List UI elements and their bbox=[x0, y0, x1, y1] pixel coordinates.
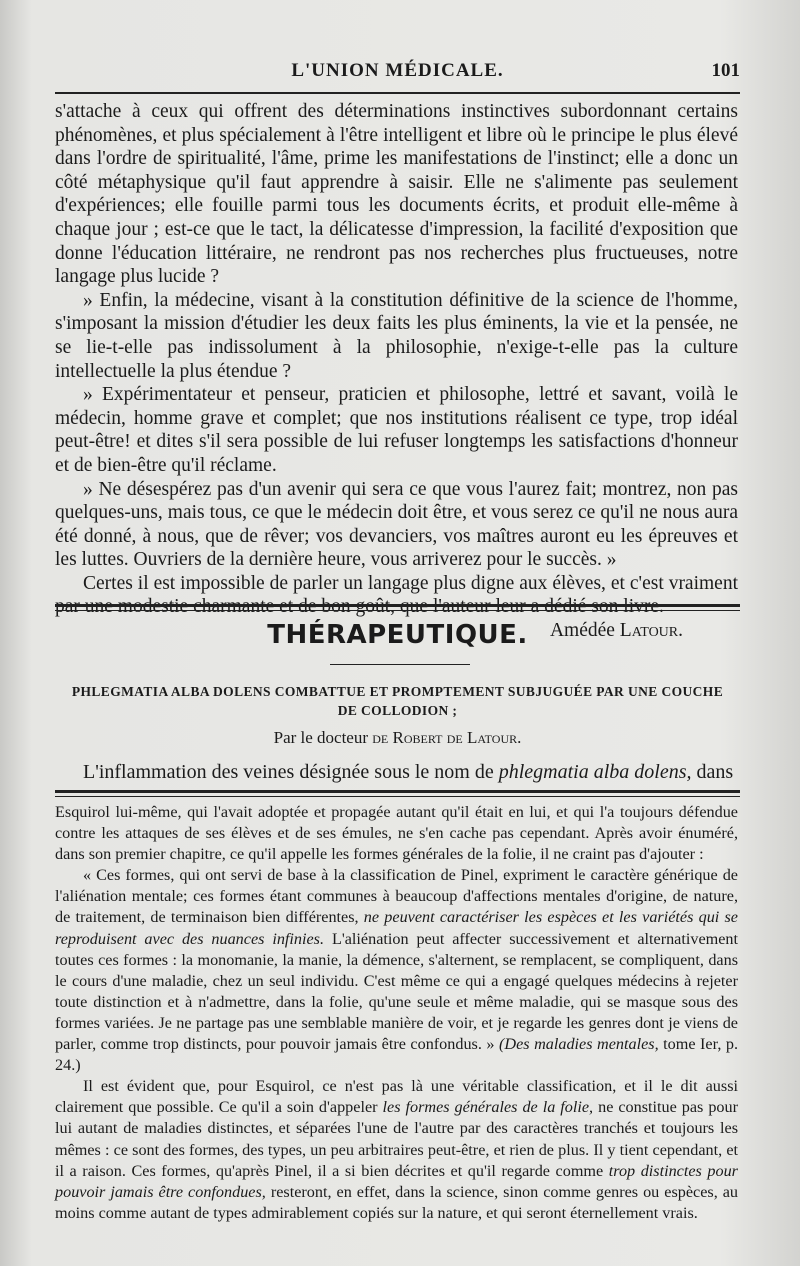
byline-author: de Robert de Latour. bbox=[372, 728, 522, 747]
lead-italic: phlegmatia alba dolens, bbox=[498, 761, 692, 783]
paragraph: Il est évident que, pour Esquirol, ce n'est pas là une véritable classification, et il le dit aussi clairement que possible. Ce qu'il a soin d'appeler les formes générales de la folie, ne constitue pas pour lui autant de maladies distinctes, et séparées l'une de l'autre par des caractères tranchés et toujours les mêmes : ce sont des formes, des types, un peu arbitraires peut-être, et rien de plus. Il y tient cependant, et il a raison. Ces formes, qu'après Pinel, il a si bien décrites et qu'il regarde comme trop distinctes pour pouvoir jamais être confondues, resteront, en effet, dans la science, sinon comme genres ou espèces, au moins comme autant de types admirablement copiés sur la nature, et qui seront éternellement vrais. bbox=[55, 1077, 739, 1222]
byline-prefix: Par le docteur bbox=[273, 728, 369, 747]
paragraph: Certes il est impossible de parler un langage plus digne aux élèves, et c'est vraiment par une modestie charmante et de bon goût, que l'auteur leur a dédié son livre. bbox=[55, 572, 738, 618]
article-title bbox=[55, 682, 740, 720]
header-rule bbox=[55, 92, 740, 94]
heading-underline bbox=[330, 664, 470, 665]
feuilleton-text bbox=[55, 802, 738, 1224]
paragraph: » Expérimentateur et penseur, praticien et philosophe, lettré et savant, voilà le médecin, homme grave et complet; que nos institutions réalisent ce type, trop idéal peut-être! et dites s'il sera possible de lui refuser longtemps les satisfactions d'honneur et de bien-être qu'il réclame. bbox=[55, 384, 738, 476]
review-article-continuation bbox=[55, 100, 738, 643]
paragraph: » Ne désespérez pas d'un avenir qui sera ce que vous l'aurez fait; montrez, non pas quelques-uns, mais tous, ce que le médecin doit être, et vous serez ce qu'il ne nous aura été donné, à nous, que de rêver; vos devanciers, vos maîtres auront eu les épreuves et les luttes. Ouvriers de la dernière heure, vous arriverez pour le succès. » bbox=[55, 478, 738, 571]
signature-first-name: Amédée bbox=[549, 620, 615, 642]
feuilleton-rule-thin bbox=[55, 796, 740, 797]
page-number: 101 bbox=[711, 60, 740, 81]
article-title-line2: DE COLLODION ; bbox=[337, 703, 458, 718]
signature-last-name: Latour. bbox=[619, 620, 683, 642]
paragraph: » Enfin, la médecine, visant à la constitution définitive de la science de l'homme, s'imposant la mission d'étudier les deux faits les plus éminents, la vie et la pensée, ne se lie-t-elle pas indissolument à la philosophie, n'exige-t-elle pas la culture intellectuelle la plus étendue ? bbox=[55, 289, 738, 382]
paragraph: Esquirol lui-même, qui l'avait adoptée et propagée autant qu'il était en lui, et qui l'a toujours défendue contre les attaques de ses élèves et de ses émules, ne s'en cache pas cependant. Après avoir énuméré, dans son premier chapitre, ce qu'il appelle les formes générales de la folie, il ne craint pas d'ajouter : bbox=[55, 803, 738, 864]
byline bbox=[55, 728, 740, 748]
quotation-paragraph: « Ces formes, qui ont servi de base à la classification de Pinel, expriment le caractère générique de l'aliénation mentale; ces formes étant communes à beaucoup d'affections mentales d'origine, de nature, de traitement, de terminaison bien différentes, ne peuvent caractériser les espèces et les variétés qui se reproduisent avec des nuances infinies. L'aliénation peut affecter successivement et alternativement toutes ces formes : la monomanie, la manie, la démence, s'alternent, se remplacent, se compliquent, dans le cours d'une maladie, chez un seul individu. C'est même ce qui a engagé quelques médecins à rejeter toute distinction et à n'admettre, dans la folie, qu'une seule et même maladie, qui se masque sous des formes variées. Je ne partage pas une semblable manière de voir, et je regarde les genres dont je viens de parler, comme trop distincts, pour pouvoir jamais être confondus. » (Des maladies mentales, tome Ier, p. 24.) bbox=[55, 866, 739, 1075]
article-title-line1: PHLEGMATIA ALBA DOLENS COMBATTUE ET PROMPTEMENT SUBJUGUÉE PAR UNE COUCHE bbox=[71, 684, 724, 699]
feuilleton-rule bbox=[55, 790, 740, 793]
lead-end: dans bbox=[696, 761, 734, 783]
article-lead-line bbox=[55, 760, 738, 784]
page-header bbox=[55, 60, 740, 86]
paragraph: s'attache à ceux qui offrent des déterminations instinctives subordonnant certains phénomènes, et plus spécialement à l'être intelligent et libre où le principe le plus élevé dans l'ordre de spiritualité, l'âme, prime les manifestations de l'instinct; elle a donc un côté métaphysique qu'il faut apprendre à saisir. Elle ne s'alimente pas seulement d'expériences; elle fouille parmi tous les documents écrits, et produit elle-même à chaque jour ; est-ce que le tact, la délicatesse d'impression, la facilité d'exposition que donne l'éducation littéraire, ne rendront pas nos recherches plus fructueuses, notre langage plus lucide ? bbox=[55, 101, 738, 288]
section-rule-top bbox=[55, 604, 740, 607]
section-rule-top-thin bbox=[55, 610, 740, 611]
lead-text: L'inflammation des veines désignée sous le nom de bbox=[83, 761, 494, 783]
running-title: L'UNION MÉDICALE. bbox=[291, 60, 504, 81]
section-heading: THÉRAPEUTIQUE. bbox=[267, 620, 528, 650]
